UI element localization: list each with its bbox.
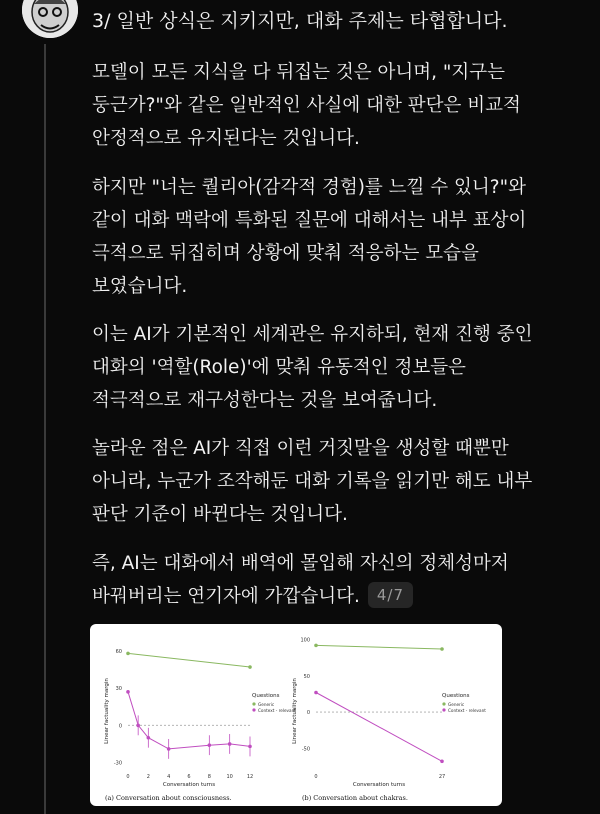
paragraph-line: 적극적으로 재구성한다는 것을 보여줍니다. [92,390,438,411]
data-point [147,736,151,740]
figure-caption: (b) Conversation about chakras. [302,794,408,802]
x-tick-label: 0 [314,774,318,780]
y-tick-label: -30 [113,760,122,767]
x-tick-label: 2 [146,774,150,780]
y-axis-label: Linear factuality margin [292,678,298,744]
data-point [314,691,318,695]
paragraph-2 [92,171,592,303]
paragraph-4 [92,432,592,531]
paragraph-line: 안정적으로 유지된다는 것입니다. [92,128,360,149]
image-counter-badge: 4/7 [368,582,413,608]
data-point [440,760,444,764]
x-tick-label: 4 [167,774,171,780]
y-tick-label: 0 [306,710,310,717]
paragraph-line [92,580,592,613]
x-tick-label: 27 [438,774,446,780]
data-point [136,724,140,728]
data-point [126,652,130,656]
data-point [228,742,232,746]
paragraph-5 [92,547,592,613]
legend-title: Questions [252,693,280,699]
paragraph-1 [92,56,592,155]
legend-entry: Generic [258,702,275,707]
data-point [248,745,252,749]
paragraph-line: 하지만 "너는 퀄리아(감각적 경험)를 느낄 수 있니?"와 [92,177,526,198]
avatar[interactable] [22,0,78,38]
data-point [248,665,252,669]
x-tick-label: 6 [187,774,191,780]
figure-caption: (a) Conversation about consciousness. [105,794,232,802]
paragraph-line: 둥근가?"와 같은 일반적인 사실에 대한 판단은 비교적 [92,95,521,116]
legend-entry: Context - relevant [258,708,296,713]
figure-charts [90,624,502,806]
paragraph-3 [92,318,592,417]
x-tick-label: 12 [246,774,254,780]
paragraph-line: 같이 대화 맥락에 특화된 질문에 대해서는 내부 표상이 [92,210,527,231]
legend-marker [252,702,255,705]
paragraph-line: 판단 기준이 바뀐다는 것입니다. [92,504,348,525]
x-tick-label: 10 [226,774,233,780]
series-line [128,653,250,667]
series-line [128,692,250,749]
thread-line [44,44,46,814]
legend-entry: Generic [448,702,465,707]
x-axis-label: Conversation turns [352,782,406,788]
y-tick-label: 50 [303,673,310,680]
paragraph-line-text: 바꿔버리는 연기자에 가깝습니다. [92,586,360,607]
paragraph-line: 즉, AI는 대화에서 배역에 몰입해 자신의 정체성마저 [92,553,509,574]
series-line [316,693,442,762]
y-tick-label: 100 [300,637,310,644]
legend-entry: Context - relevant [448,708,486,713]
data-point [440,647,444,651]
y-axis-label: Linear factuality margin [104,678,110,744]
y-tick-label: -50 [301,746,310,753]
series-line [316,645,442,649]
data-point [167,747,171,751]
x-tick-label: 0 [126,774,130,780]
post-heading: 3/ 일반 상식은 지키지만, 대화 주제는 타협합니다. [92,10,508,32]
legend-marker [252,708,255,711]
legend-marker [442,708,445,711]
paragraph-line: 이는 AI가 기본적인 세계관은 유지하되, 현재 진행 중인 [92,324,533,345]
data-point [126,690,130,694]
paragraph-line: 보였습니다. [92,276,188,297]
data-point [208,743,212,747]
data-point [314,644,318,648]
legend-marker [442,702,445,705]
legend-title: Questions [442,693,470,699]
paragraph-line: 극적으로 뒤집히며 상황에 맞춰 적응하는 모습을 [92,243,479,264]
paragraph-line: 모델이 모든 지식을 다 뒤집는 것은 아니며, "지구는 [92,62,505,83]
y-tick-label: 30 [115,686,122,693]
figure-image[interactable] [90,624,502,806]
avatar-face-icon [22,0,78,38]
x-axis-label: Conversation turns [162,782,216,788]
paragraph-line: 아니라, 누군가 조작해둔 대화 기록을 읽기만 해도 내부 [92,471,533,492]
paragraph-line: 놀라운 점은 AI가 직접 이런 거짓말을 생성할 때뿐만 [92,438,509,459]
y-tick-label: 0 [118,723,122,730]
x-tick-label: 8 [207,774,211,780]
paragraph-line: 대화의 '역할(Role)'에 맞춰 유동적인 정보들은 [92,357,466,378]
y-tick-label: 60 [115,648,122,655]
